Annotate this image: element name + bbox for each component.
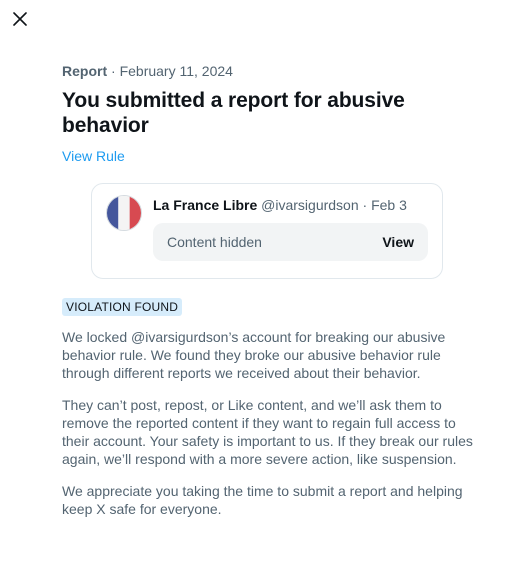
report-label: Report <box>62 63 108 79</box>
author-handle[interactable]: @ivarsigurdson <box>261 197 359 213</box>
avatar[interactable] <box>106 195 142 231</box>
post-date[interactable]: Feb 3 <box>371 197 407 213</box>
meta-separator: · <box>107 63 120 79</box>
view-content-button[interactable]: View <box>382 234 414 250</box>
french-flag-avatar-icon <box>107 196 141 230</box>
report-meta <box>62 62 474 80</box>
reported-post-card <box>91 183 443 279</box>
close-button[interactable] <box>7 6 33 32</box>
author-name[interactable]: La France Libre <box>153 197 258 213</box>
status-badge: VIOLATION FOUND <box>62 298 182 316</box>
report-date: February 11, 2024 <box>119 63 233 79</box>
close-icon <box>13 12 27 26</box>
result-paragraph-1: We locked @ivarsigurdson’s account for breaking our abusive behavior rule. We found they broke our abusive behavior rule through different reports we received about their behavior. <box>62 329 446 381</box>
result-paragraph-2: They can’t post, repost, or Like content, and we’ll ask them to remove the reported content if they want to regain full access to their account. Your safety is important to us. If they break our rules again, we’ll respond with a more severe action, like suspension. <box>62 397 473 467</box>
page-title: You submitted a report for abusive behavior <box>62 89 405 137</box>
content-hidden-box <box>153 223 428 261</box>
content-hidden-text: Content hidden <box>167 234 262 250</box>
view-rule-link[interactable]: View Rule <box>62 148 125 164</box>
post-header <box>153 196 407 214</box>
post-separator: · <box>358 197 372 213</box>
result-paragraph-3: We appreciate you taking the time to submit a report and helping keep X safe for everyone. <box>62 483 463 517</box>
report-detail <box>62 62 474 518</box>
